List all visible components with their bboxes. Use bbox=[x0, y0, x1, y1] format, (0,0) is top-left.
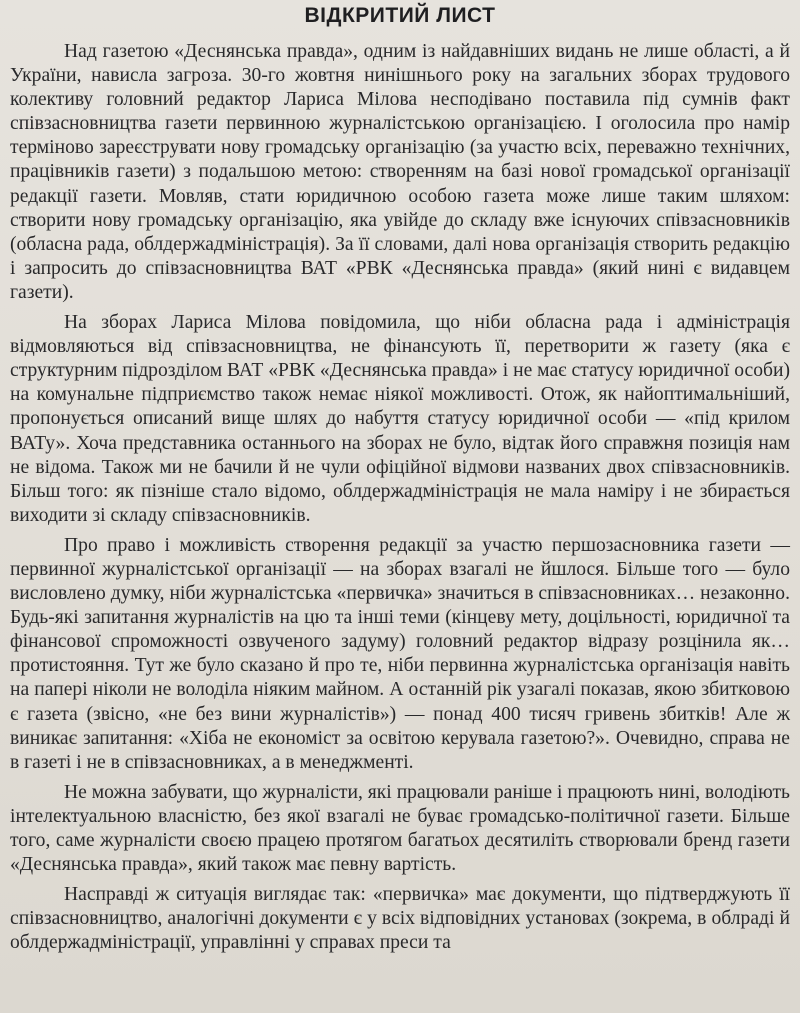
paragraph-1: Над газетою «Деснянська правда», одним із найдавніших видань не лише області, а й України, нависла загроза. 30-го жовтня нинішнього року на загальних зборах трудового колективу головний редактор Лариса Мілова несподівано поставила під сумнів факт співзасновництва газети первинною журналістською організацією. І оголосила про намір терміново зареєструвати нову громадську організацію (за участю всіх, переважно технічних, працівників газети) з подальшою метою: створенням на базі нової громадської організації редакції газети. Мовляв, стати юридичною особою газета може лише таким шляхом: створити нову громадську організацію, яка увійде до складу вже існуючих співзасновників (обласна рада, облдержадміністрація). За її словами, далі нова організація створить редакцію і запросить до співзасновництва ВАТ «РВК «Деснянська правда» (який нині є видавцем газети). bbox=[10, 41, 790, 303]
paragraph-4: Не можна забувати, що журналісти, які працювали раніше і працюють нині, володіють інтелектуальною власністю, без якої взагалі не буває громадсько-політичної газети. Більше того, саме журналісти своєю працею протягом багатьох десятиліть створювали бренд газети «Деснянська правда», який також має певну вартість. bbox=[10, 781, 790, 876]
paragraph-2: На зборах Лариса Мілова повідомила, що ніби обласна рада і адміністрація відмовляються від співзасновництва, не фінансують її, перетворити ж газету (яка є структурним підрозділом ВАТ «РВК «Деснянська правда» і не має статусу юридичної особи) на комунальне підприємство також немає ніякої можливості. Отож, як найоптимальніший, пропонується описаний вище шлях до набуття статусу юридичної особи — «під крилом ВАТу». Хоча представника останнього на зборах не було, відтак його справжня позиція нам не відома. Також ми не бачили й не чули офіційної відмови названих двох співзасновників. Більш того: як пізніше стало відомо, облдержадміністрація не мала наміру і не збирається виходити зі складу співзасновників. bbox=[10, 312, 790, 526]
page-title: ВІДКРИТИЙ ЛИСТ bbox=[304, 4, 496, 27]
paragraph-5: Насправді ж ситуація виглядає так: «первичка» має документи, що підтверджують її співзасновництво, аналогічні документи є у всіх відповідних установах (зокрема, в облраді й облдержадміністрації, управлінні у справах преси та bbox=[10, 884, 790, 954]
paragraph-3: Про право і можливість створення редакції за участю першозасновника газети — первинної журналістської організації — на зборах взагалі не йшлося. Більше того — було висловлено думку, ніби журналістська «первичка» значиться в співзасновниках… незаконно. Будь-які запитання журналістів на цю та інші теми (кінцеву мету, доцільності, юридичної та фінансової спроможності озвученого задуму) головний редактор відразу розцінила як… протистояння. Тут же було сказано й про те, ніби первинна журналістська організація навіть на папері ніколи не володіла ніяким майном. А останній рік узагалі показав, якою збитковою є газета (звісно, «не без вини журналістів») — понад 400 тисяч гривень збитків! Але ж виникає запитання: «Хіба не економіст за освітою керувала газетою?». Очевидно, справа не в газеті і не в співзасновниках, а в менеджменті. bbox=[10, 534, 790, 773]
